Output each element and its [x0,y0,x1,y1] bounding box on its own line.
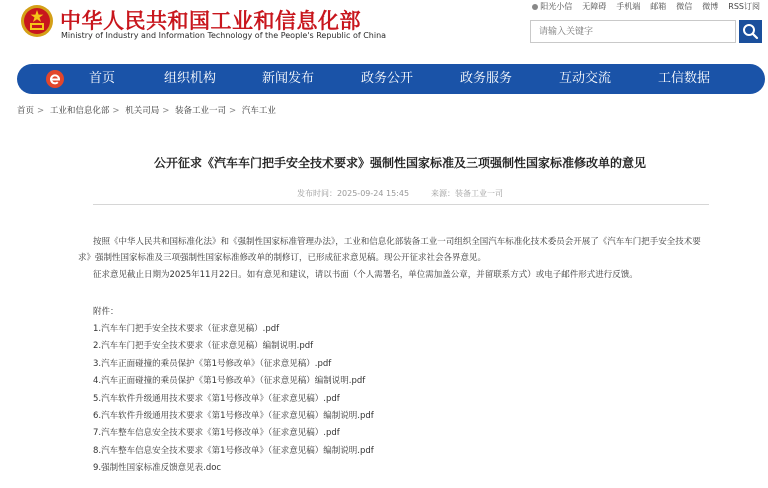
attachment-link[interactable]: 1.汽车车门把手安全技术要求（征求意见稿）.pdf [93,324,280,334]
article-paragraph-1: 按照《中华人民共和国标准化法》和《强制性国家标准管理办法》，工业和信息化部装备工业一司组织全国汽车标准化技术委员会开展了《汽车车门把手安全技术要求》强制性国家标准及三项强制性国家标准修改单的制修订，已形成征求意见稿。现公开征求社会各界意见。 [78,237,701,263]
sunshine-icon [532,4,538,10]
top-link-wechat[interactable]: 微信 [676,2,693,11]
attachments-list [93,321,374,478]
attachment-link[interactable]: 3.汽车正面碰撞的乘员保护《第1号修改单》（征求意见稿）.pdf [93,358,332,369]
title-divider [93,204,709,205]
main-navbar [17,64,765,94]
nav-item-home[interactable]: 首页 [89,71,116,86]
breadcrumb-separator: > [37,106,45,116]
article-title: 公开征求《汽车车门把手安全技术要求》强制性国家标准及三项强制性国家标准修改单的意见 [153,156,646,170]
attachment-link[interactable]: 2.汽车车门把手安全技术要求（征求意见稿）编制说明.pdf [93,341,314,352]
breadcrumb-home[interactable]: 首页 [17,106,35,116]
article-meta [100,188,700,199]
top-link-sunshine[interactable]: 阳光小信 [532,1,572,12]
nav-item-interaction[interactable]: 互动交流 [559,71,612,86]
breadcrumb-ministry[interactable]: 工业和信息化部 [49,106,110,116]
nav-item-news[interactable]: 新闻发布 [262,71,315,86]
top-links [532,1,760,12]
nav-item-gov-services[interactable]: 政务服务 [460,71,513,86]
attachment-link[interactable]: 4.汽车正面碰撞的乘员保护《第1号修改单》（征求意见稿）编制说明.pdf [93,376,366,387]
site-subtitle: Ministry of Industry and Information Technology of the People's Republic of China [61,31,387,40]
search-input[interactable] [530,20,736,43]
top-link-rss[interactable]: RSS订阅 [728,2,760,11]
article-source: 来源：装备工业一司 [431,189,504,198]
nav-item-organization[interactable]: 组织机构 [164,71,217,86]
site-header [0,0,768,62]
breadcrumb [17,104,276,116]
breadcrumb-automotive[interactable]: 汽车工业 [241,106,276,116]
top-link-mobile[interactable]: 手机端 [616,2,641,11]
attachment-link[interactable]: 9.强制性国家标准反馈意见表.doc [93,463,222,474]
top-link-email[interactable]: 邮箱 [650,2,667,11]
attachment-link[interactable]: 7.汽车整车信息安全技术要求《第1号修改单》（征求意见稿）.pdf [93,428,340,439]
breadcrumb-separator: > [112,106,120,116]
nav-item-gov-affairs[interactable]: 政务公开 [361,71,414,86]
top-link-weibo[interactable]: 微博 [702,2,719,11]
site-e-logo-icon[interactable] [45,69,65,89]
breadcrumb-equipment-dept[interactable]: 装备工业一司 [175,106,227,116]
attachment-link[interactable]: 5.汽车软件升级通用技术要求《第1号修改单》（征求意见稿）.pdf [93,393,340,404]
article-paragraph-2: 征求意见截止日期为2025年11月22日。如有意见和建议，请以书面（个人需署名，单位需加盖公章，并留联系方式）或电子邮件形式进行反馈。 [93,270,638,280]
search-button[interactable] [739,20,762,43]
attachment-link[interactable]: 8.汽车整车信息安全技术要求《第1号修改单》（征求意见稿）编制说明.pdf [93,445,374,456]
breadcrumb-separator: > [229,106,237,116]
breadcrumb-departments[interactable]: 机关司局 [125,106,160,116]
national-emblem-icon[interactable] [20,4,54,38]
search-icon [739,20,762,43]
top-link-accessibility[interactable]: 无障碍 [582,2,607,11]
attachment-link[interactable]: 6.汽车软件升级通用技术要求《第1号修改单》（征求意见稿）编制说明.pdf [93,411,374,422]
site-title[interactable]: 中华人民共和国工业和信息化部 [60,9,361,33]
publish-time: 发布时间：2025-09-24 15:45 [296,189,410,198]
attachments-label: 附件： [93,307,119,317]
breadcrumb-separator: > [162,106,170,116]
nav-item-data[interactable]: 工信数据 [658,71,711,86]
